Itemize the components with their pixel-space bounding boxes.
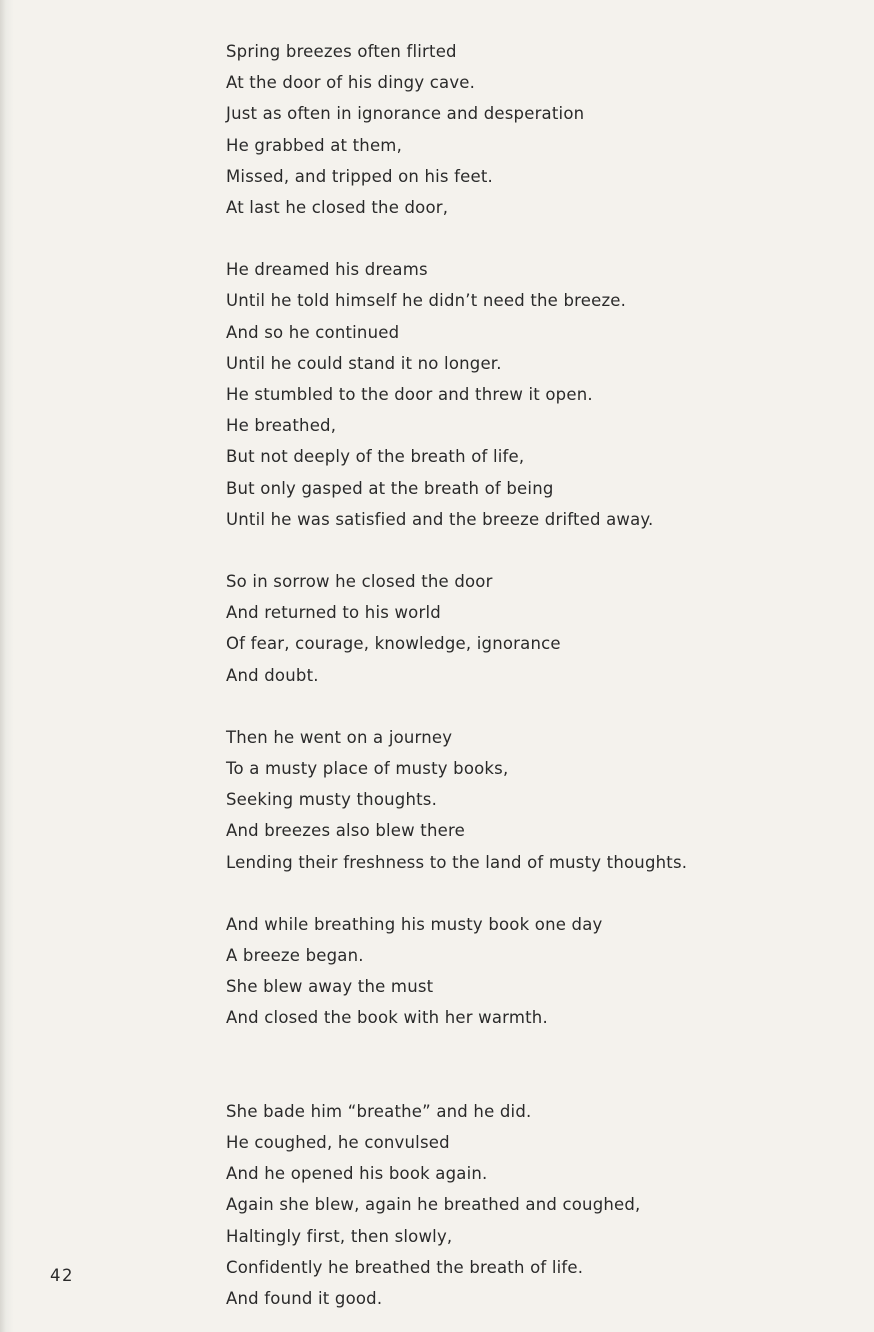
poem-line: And closed the book with her warmth. [226,1008,548,1028]
poem-line: She bade him “breathe” and he did. [226,1101,532,1121]
page-number: 42 [50,1266,74,1285]
poem-line: Lending their freshness to the land of musty thoughts. [226,852,688,872]
poem-line: Until he could stand it no longer. [226,353,502,373]
poem-line: Again she blew, again he breathed and coughed, [226,1195,641,1215]
poem-line: Then he went on a journey [226,727,453,747]
poem-line: Until he told himself he didn’t need the breeze. [226,291,627,311]
stanza-break [226,223,846,254]
poem-line: And doubt. [226,665,319,685]
poem-line: And so he continued [226,322,400,342]
stanza-5 [226,909,846,1034]
poem-line: At last he closed the door, [226,198,449,218]
poem-line: But not deeply of the breath of life, [226,447,525,467]
poem-line: He stumbled to the door and threw it open. [226,385,593,405]
poem-line: Until he was satisfied and the breeze drifted away. [226,509,654,529]
stanza-4 [226,722,846,878]
poem-line: She blew away the must [226,977,434,997]
poem-line: And while breathing his musty book one day [226,914,603,934]
poem-line: Seeking musty thoughts. [226,790,438,810]
poem-line: Of fear, courage, knowledge, ignorance [226,634,561,654]
stanza-break [226,878,846,909]
poem-line: So in sorrow he closed the door [226,572,493,592]
poem-line: He grabbed at them, [226,135,403,155]
poem-line: At the door of his dingy cave. [226,73,476,93]
poem-line: To a musty place of musty books, [226,759,509,779]
poem-line: And breezes also blew there [226,821,465,841]
stanza-1 [226,36,846,223]
poem-line: And he opened his book again. [226,1164,488,1184]
poem [226,36,846,1314]
stanza-6 [226,1096,846,1314]
poem-line: Confidently he breathed the breath of life. [226,1257,584,1277]
poem-line: A breeze began. [226,946,364,966]
poem-line: He breathed, [226,416,337,436]
poem-line: He coughed, he convulsed [226,1132,450,1152]
stanza-break [226,1034,846,1096]
stanza-break [226,535,846,566]
poem-line: And found it good. [226,1288,383,1308]
poem-line: Missed, and tripped on his feet. [226,166,493,186]
poem-line: But only gasped at the breath of being [226,478,554,498]
stanza-break [226,691,846,722]
poem-line: Haltingly first, then slowly, [226,1226,453,1246]
stanza-2 [226,254,846,535]
poem-line: Just as often in ignorance and desperation [226,104,585,124]
stanza-3 [226,566,846,691]
poem-line: And returned to his world [226,603,441,623]
poem-line: Spring breezes often flirted [226,42,457,61]
poem-line: He dreamed his dreams [226,260,428,280]
